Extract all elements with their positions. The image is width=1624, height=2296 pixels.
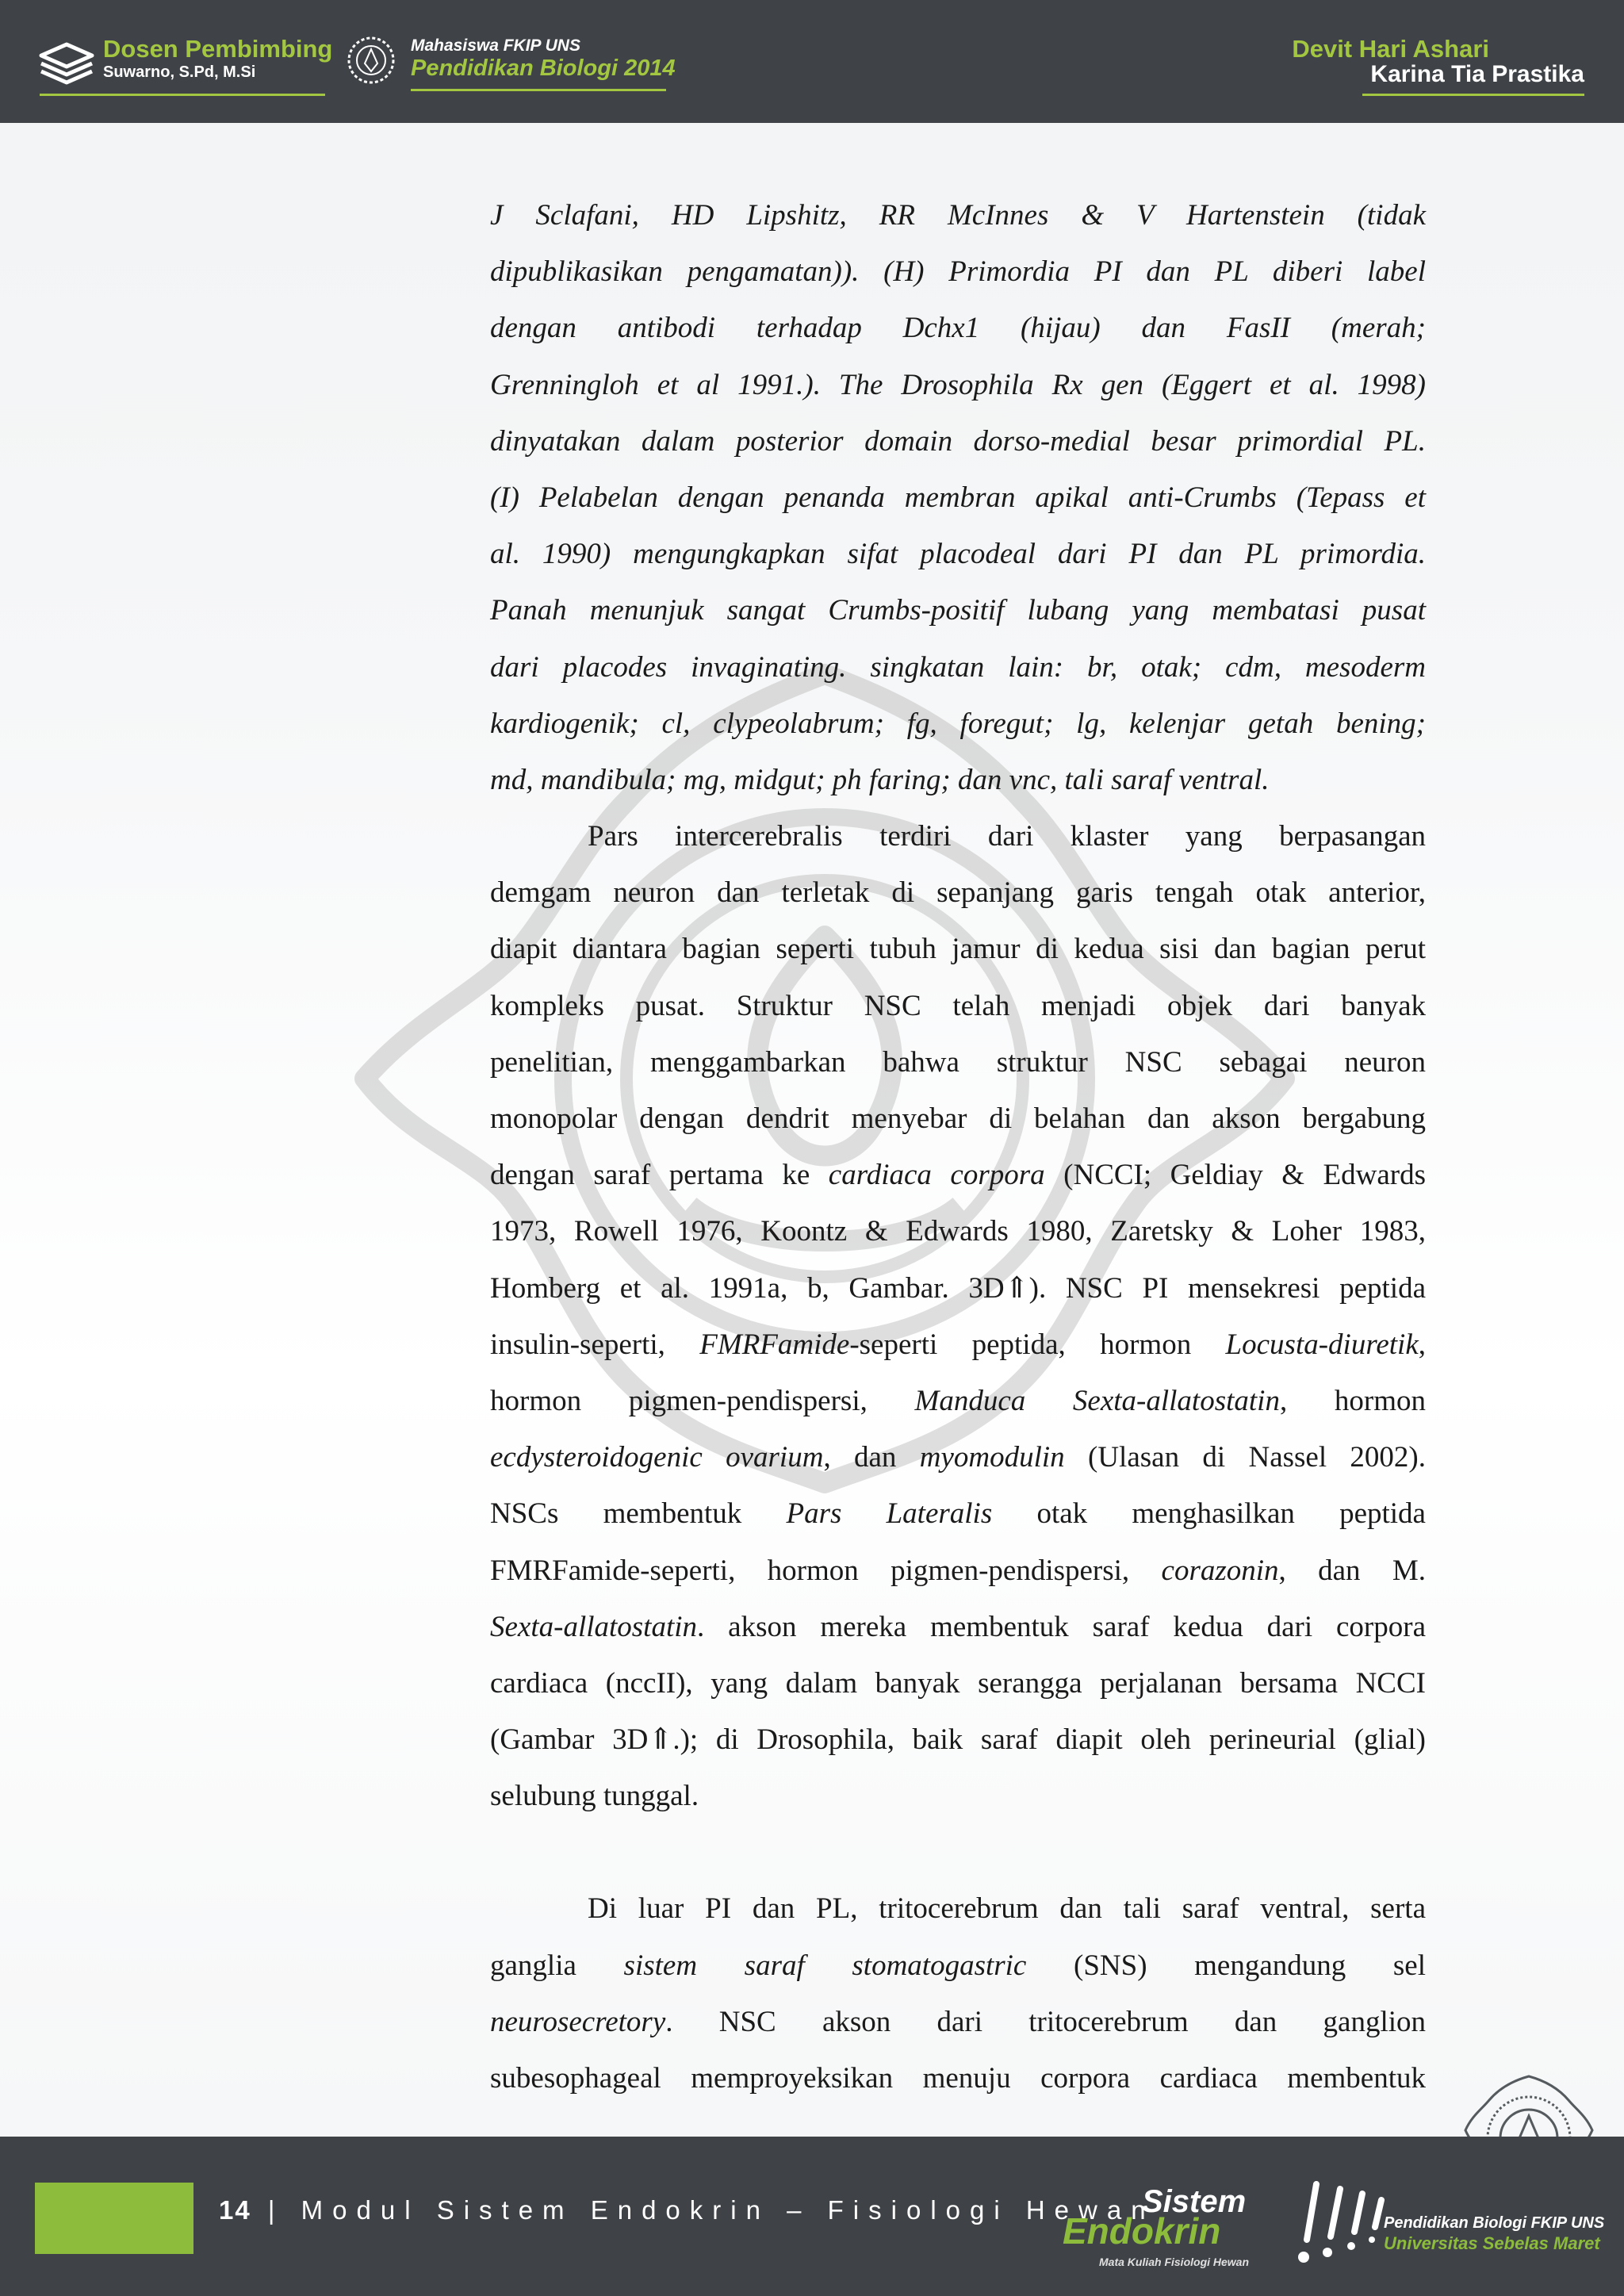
paragraph-gap: [490, 1824, 1426, 1880]
paragraph-line: dengan saraf pertama ke cardiaca corpora (NCCI; Geldiay & Edwards: [490, 1159, 1426, 1192]
caption-line: al. 1990) mengungkapkan sifat placodeal dari PI dan PL primordia.: [490, 538, 1426, 571]
paragraph-line: Di luar PI dan PL, tritocerebrum dan tali saraf ventral, serta: [588, 1892, 1426, 1926]
paragraph-line: Pars intercerebralis terdiri dari klaster yang berpasangan: [588, 820, 1426, 853]
page-number: 14: [219, 2195, 251, 2225]
paragraph-line: ganglia sistem saraf stomatogastric (SNS) mengandung sel: [490, 1949, 1427, 1982]
document-body: [490, 187, 1426, 2106]
paragraph-line: Homberg et al. 1991a, b, Gambar. 3D⇑). NSC PI mensekresi peptida: [490, 1271, 1426, 1305]
page-header: [0, 0, 1624, 123]
university-seal-icon: [346, 35, 396, 86]
student-label: Mahasiswa FKIP UNS: [411, 36, 580, 55]
paragraph-line: neurosecretory. NSC akson dari tritocerebrum dan ganglion: [490, 2005, 1426, 2038]
caption-line: dipublikasikan pengamatan)). (H) Primordia PI dan PL diberi label: [490, 255, 1426, 289]
supervisor-name: Suwarno, S.Pd, M.Si: [103, 63, 256, 81]
paragraph-line: demgam neuron dan terletak di sepanjang garis tengah otak anterior,: [490, 876, 1426, 910]
header-divider-right: [1362, 94, 1584, 96]
module-title: Modul Sistem Endokrin – Fisiologi Hewan: [301, 2195, 1155, 2225]
caption-line: dengan antibodi terhadap Dchx1 (hijau) dan FasII (merah;: [490, 312, 1426, 345]
paragraph-line: cardiaca (nccII), yang dalam banyak serangga perjalanan bersama NCCI: [490, 1666, 1426, 1700]
supervisor-title: Dosen Pembimbing: [103, 35, 333, 63]
paragraph-line: hormon pigmen-pendispersi, Manduca Sexta-allatostatin, hormon: [490, 1384, 1426, 1417]
paragraph-pars-intercerebralis: [490, 808, 1426, 1824]
page-footer: [0, 2137, 1624, 2296]
logo-word-endokrin: Endokrin: [1063, 2210, 1221, 2252]
caption-line: J Sclafani, HD Lipshitz, RR McInnes & V Hartenstein (tidak: [490, 199, 1426, 232]
figure-caption: [490, 187, 1426, 808]
paragraph-line: Sexta-allatostatin. akson mereka membentuk saraf kedua dari corpora: [490, 1610, 1426, 1643]
footer-separator: |: [267, 2195, 285, 2225]
paragraph-line: FMRFamide-seperti, hormon pigmen-pendispersi, corazonin, dan M.: [490, 1554, 1426, 1587]
caption-line: kardiogenik; cl, clypeolabrum; fg, foregut; lg, kelenjar getah bening;: [490, 707, 1426, 740]
student-program: Pendidikan Biologi 2014: [411, 56, 676, 81]
book-stack-icon: [38, 38, 95, 86]
footer-title: [219, 2195, 1155, 2225]
paragraph-line: subesophageal memproyeksikan menuju corpora cardiaca membentuk: [490, 2062, 1426, 2095]
paragraph-line: NSCs membentuk Pars Lateralis otak menghasilkan peptida: [490, 1497, 1426, 1531]
paragraph-line: penelitian, menggambarkan bahwa struktur NSC sebagai neuron: [490, 1045, 1426, 1079]
paragraph-tritocerebrum: [490, 1880, 1426, 2106]
caption-line: md, mandibula; mg, midgut; ph faring; dan vnc, tali saraf ventral.: [490, 763, 1270, 796]
caption-line: dari placodes invaginating. singkatan lain: br, otak; cdm, mesoderm: [490, 650, 1426, 684]
paragraph-line: selubung tunggal.: [490, 1780, 699, 1813]
footer-university: Universitas Sebelas Maret: [1384, 2233, 1600, 2253]
paragraph-line: kompleks pusat. Struktur NSC telah menjadi objek dari banyak: [490, 989, 1426, 1022]
footer-accent-block: [35, 2183, 193, 2254]
caption-line: Grenningloh et al 1991.). The Drosophila Rx gen (Eggert et al. 1998): [490, 368, 1426, 401]
author-2: Karina Tia Prastika: [1370, 61, 1584, 87]
logo-subtitle: Mata Kuliah Fisiologi Hewan: [1099, 2256, 1250, 2268]
logo-word-sistem: Sistem: [1142, 2184, 1247, 2219]
paragraph-line: monopolar dengan dendrit menyebar di belahan dan akson bergabung: [490, 1102, 1426, 1135]
footer-program: Pendidikan Biologi FKIP UNS: [1384, 2214, 1605, 2232]
caption-line: Panah menunjuk sangat Crumbs-positif lubang yang membatasi pusat: [490, 594, 1426, 627]
exclamation-marks-icon: [1293, 2168, 1396, 2271]
header-divider-mid: [411, 89, 666, 91]
author-1: Devit Hari Ashari: [1292, 35, 1489, 63]
paragraph-line: 1973, Rowell 1976, Koontz & Edwards 1980, Zaretsky & Loher 1983,: [490, 1215, 1426, 1248]
caption-line: (I) Pelabelan dengan penanda membran apikal anti-Crumbs (Tepass et: [490, 481, 1426, 514]
paragraph-line: (Gambar 3D⇑.); di Drosophila, baik saraf diapit oleh perineurial (glial): [490, 1723, 1426, 1757]
paragraph-line: ecdysteroidogenic ovarium, dan myomodulin (Ulasan di Nassel 2002).: [490, 1441, 1426, 1474]
caption-line: dinyatakan dalam posterior domain dorso-medial besar primordial PL.: [490, 424, 1426, 458]
header-divider-left: [40, 94, 325, 96]
paragraph-line: diapit diantara bagian seperti tubuh jamur di kedua sisi dan bagian perut: [490, 933, 1426, 966]
paragraph-line: insulin-seperti, FMRFamide-seperti peptida, hormon Locusta-diuretik,: [490, 1328, 1427, 1361]
